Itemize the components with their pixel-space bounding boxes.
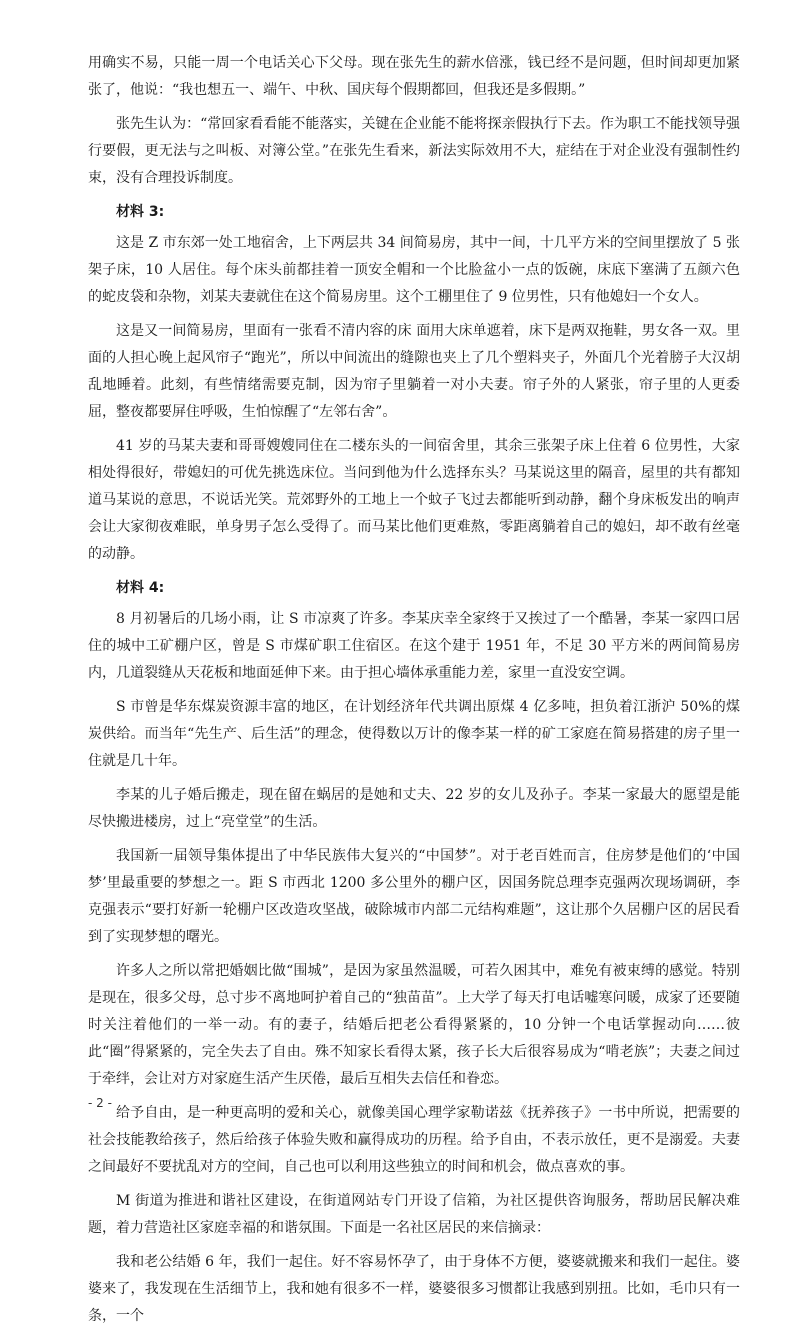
paragraph: 给予自由，是一种更高明的爱和关心，就像美国心理学家勒诺兹《抚养孩子》一书中所说，把需要的社会技能教给孩子，然后给孩子体验失败和赢得成功的历程。给予自由，不表示放任，更不是溺爱。夫妻之间最好不要扰乱对方的空间，自己也可以利用这些独立的时间和机会，做点喜欢的事。 — [88, 1105, 740, 1175]
paragraph: 李某的儿子婚后搬走，现在留在蜗居的是她和丈夫、22 岁的女儿及孙子。李某一家最大的愿望是能尽快搬进楼房，过上“亮堂堂”的生活。 — [88, 787, 740, 830]
paragraph: 8 月初暑后的几场小雨，让 S 市凉爽了许多。李某庆幸全家终于又挨过了一个酷暑，李某一家四口居住的城中工矿棚户区，曾是 S 市煤矿职工住宿区。在这个建于 1951 年，不足 30 平方米的两间简易房内，几道裂缝从天花板和地面延伸下来。由于担心墙体承重能力差，家里一直没安空调。 — [88, 611, 740, 681]
paragraph: S 市曾是华东煤炭资源丰富的地区，在计划经济年代共调出原煤 4 亿多吨，担负着江浙沪 50%的煤炭供给。而当年“先生产、后生活”的理念，使得数以万计的像李某一样的矿工家庭在简易搭建的房子里一住就是几十年。 — [88, 699, 740, 769]
paragraph: 我和老公结婚 6 年，我们一起住。好不容易怀孕了，由于身体不方便，婆婆就搬来和我们一起住。婆婆来了，我发现在生活细节上，我和她有很多不一样，婆婆很多习惯都让我感到别扭。比如，毛巾只有一条，一个 — [88, 1254, 740, 1324]
paragraph: 用确实不易，只能一周一个电话关心下父母。现在张先生的薪水倍涨，钱已经不是问题，但时间却更加紧张了，他说：“我也想五一、端午、中秋、国庆每个假期都回，但我还是多假期。” — [88, 55, 740, 98]
paragraph: M 街道为推进和谐社区建设，在街道网站专门开设了信箱，为社区提供咨询服务，帮助居民解决难题，着力营造社区家庭幸福的和谐氛围。下面是一名社区居民的来信摘录： — [88, 1193, 740, 1236]
section-heading: 材料 4: — [116, 580, 165, 596]
document-body — [88, 50, 740, 1337]
paragraph: 我国新一届领导集体提出了中华民族伟大复兴的“中国梦”。对于老百姓而言，住房梦是他们的‘中国梦’里最重要的梦想之一。距 S 市西北 1200 多公里外的棚户区，因国务院总理李克强两次现场调研，李克强表示“要打好新一轮棚户区改造攻坚战，破除城市内部二元结构难题”，这让那个久居棚户区的居民看到了实现梦想的曙光。 — [88, 848, 740, 945]
section-heading: 材料 3: — [116, 204, 165, 220]
paragraph: 41 岁的马某夫妻和哥哥嫂嫂同住在二楼东头的一间宿舍里，其余三张架子床上住着 6 位男性，大家相处得很好，带媳妇的可优先挑选床位。当问到他为什么选择东头？马某说这里的隔音，屋里的共有都知道马某说的意思，不说话光笑。荒郊野外的工地上一个蚊子飞过去都能听到动静，翻个身床板发出的响声会让大家彻夜难眠，单身男子怎么受得了。而马某比他们更难熬，零距离躺着自己的媳妇，却不敢有丝毫的动静。 — [88, 438, 740, 562]
paragraph: 许多人之所以常把婚姻比做“围城”，是因为家虽然温暖，可若久困其中，难免有被束缚的感觉。特别是现在，很多父母，总寸步不离地呵护着自己的“独苗苗”。上大学了每天打电话嘘寒问暖，成家了还要随时关注着他们的一举一动。有的妻子，结婚后把老公看得紧紧的，10 分钟一个电话掌握动向……彼此“圈”得紧紧的，完全失去了自由。殊不知家长看得太紧，孩子长大后很容易成为“啃老族”；夫妻之间过于牵绊，会让对方对家庭生活产生厌倦，最后互相失去信任和眷恋。 — [88, 963, 740, 1087]
paragraph: 张先生认为：“常回家看看能不能落实，关键在企业能不能将探亲假执行下去。作为职工不能找领导强行要假，更无法与之叫板、对簿公堂。”在张先生看来，新法实际效用不大，症结在于对企业没有强制性约束，没有合理投诉制度。 — [88, 116, 740, 186]
page-number: - 2 - — [88, 1096, 112, 1110]
paragraph: 这是又一间简易房，里面有一张看不清内容的床 面用大床单遮着，床下是两双拖鞋，男女各一双。里面的人担心晚上起风帘子“跑光”，所以中间流出的缝隙也夹上了几个塑料夹子，外面几个光着膀子大汉胡乱地睡着。此刻，有些情绪需要克制，因为帘子里躺着一对小夫妻。帘子外的人紧张，帘子里的人更委屈，整夜都要屏住呼吸，生怕惊醒了“左邻右舍”。 — [88, 323, 740, 420]
paragraph: 这是 Z 市东郊一处工地宿舍，上下两层共 34 间简易房，其中一间，十几平方米的空间里摆放了 5 张架子床，10 人居住。每个床头前都挂着一顶安全帽和一个比脸盆小一点的饭碗，床底下塞满了五颜六色的蛇皮袋和杂物，刘某夫妻就住在这个简易房里。这个工棚里住了 9 位男性，只有他媳妇一个女人。 — [88, 235, 740, 305]
